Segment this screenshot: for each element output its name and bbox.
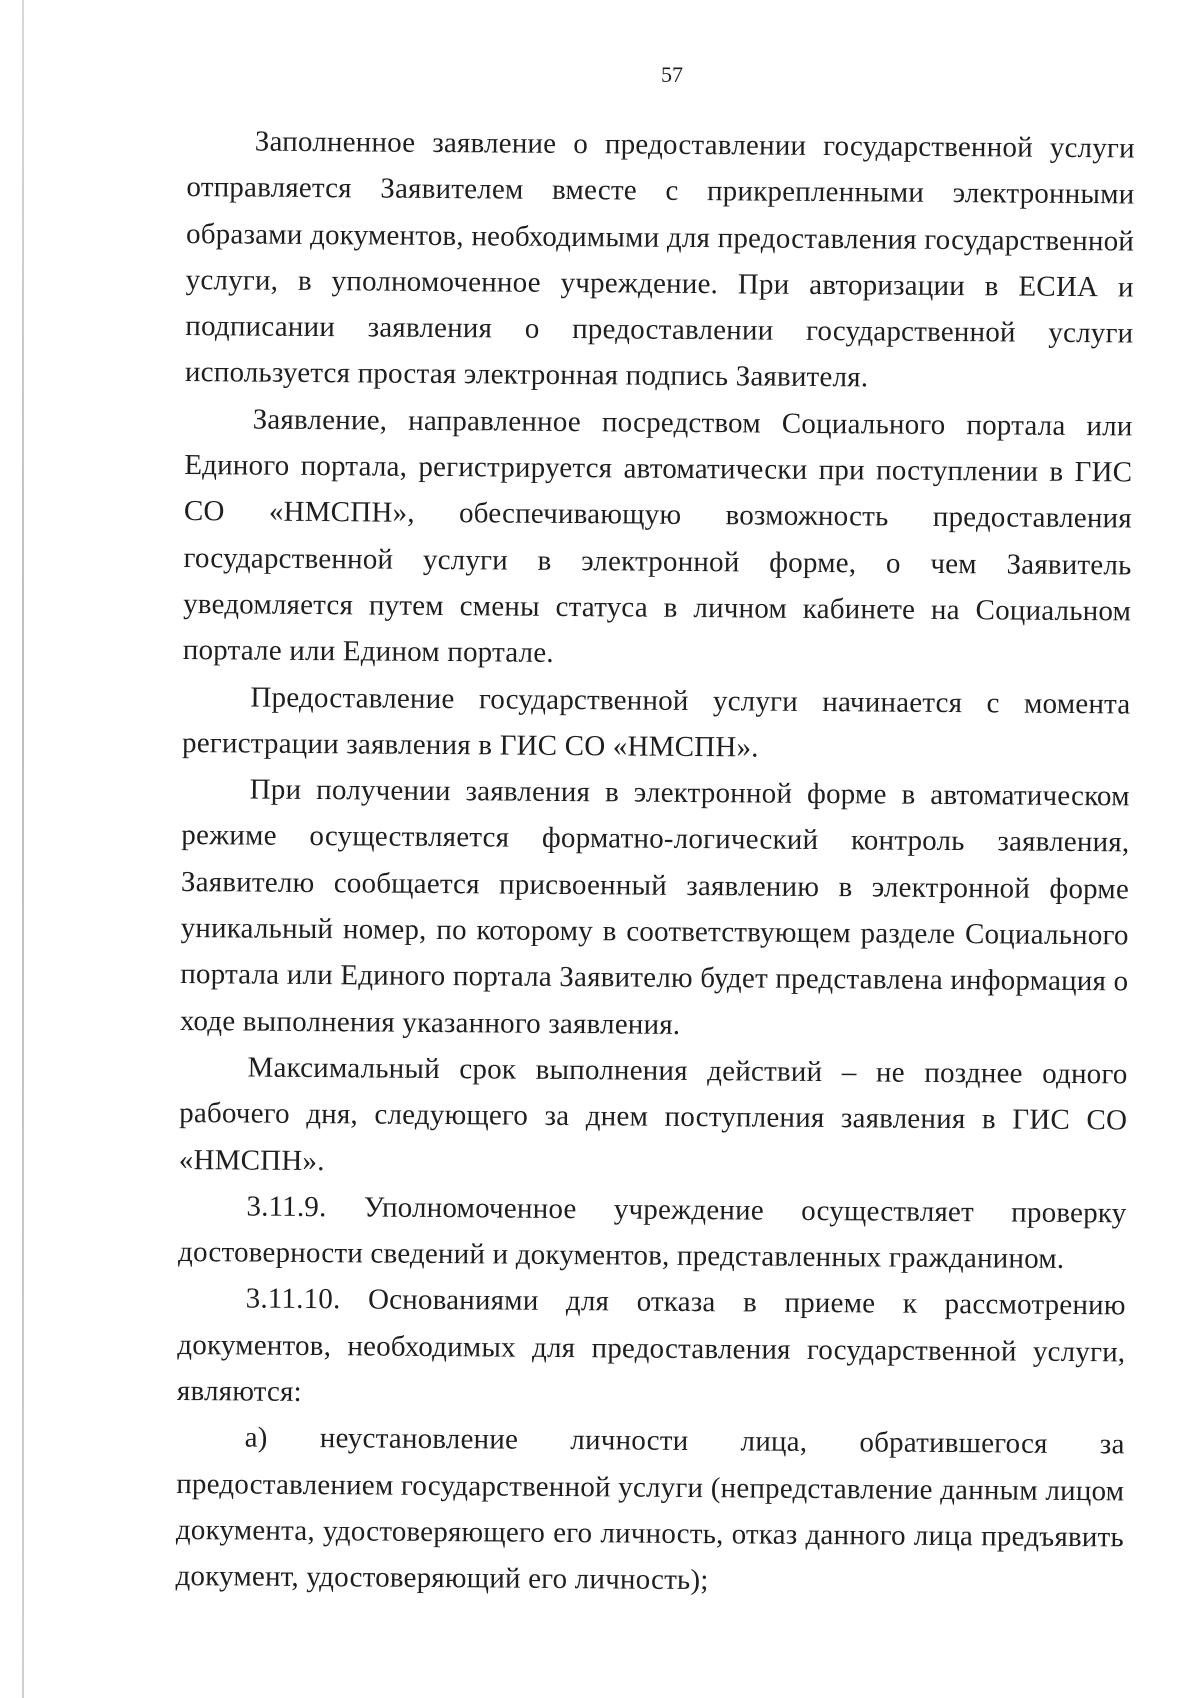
scan-edge-line — [22, 0, 24, 1698]
page-number: 57 — [661, 62, 683, 87]
paragraph-application-submission: Заполненное заявление о предоставлении государственной услуги отправляется Заявителем вместе с прикрепленными электронными образами документов, необходимыми для предоставления государственной услуги, в уполномоченное учреждение. При авторизации в ЕСИА и подписании заявления о предоставлении государственной услуги используется простая электронная подпись Заявителя. — [184, 125, 1135, 394]
paragraph-3-11-10: 3.11.10. Основаниями для отказа в приеме к рассмотрению документов, необходимых для предоставления государственной услуги, являются: — [176, 1282, 1126, 1408]
paragraph-item-a: а) неустановление личности лица, обратившегося за предоставлением государственной услуги (непредставление данным лицом документа, удостоверяющего его личность, отказ данного лица предъявить документ, удостоверяющий его личность); — [175, 1421, 1125, 1597]
paragraph-service-start: Предоставление государственной услуги начинается с момента регистрации заявления в ГИС СО «НМСПН». — [181, 681, 1131, 764]
paragraph-format-logic-control: При получении заявления в электронной форме в автоматическом режиме осуществляется форматно-логический контроль заявления, Заявителю сообщается присвоенный заявлению в электронной форме уникальный номер, по которому в соответствующем разделе Социального портала или Единого портала Заявителю будет представлена информация о ходе выполнения указанного заявления. — [179, 773, 1130, 1041]
paragraph-3-11-9: 3.11.9. Уполномоченное учреждение осуществляет проверку достоверности сведений и документов, представленных гражданином. — [177, 1190, 1127, 1276]
paragraph-max-term: Максимальный срок выполнения действий – не позднее одного рабочего дня, следующего за днем поступления заявления в ГИС СО «НМСПН». — [178, 1051, 1128, 1177]
document-body — [175, 118, 1135, 1607]
paragraph-automatic-registration: Заявление, направленное посредством Социального портала или Единого портала, регистрируется автоматически при поступлении в ГИС СО «НМСПН», обеспечивающую возможность предоставления государственной услуги в электронной форме, о чем Заявитель уведомляется путем смены статуса в личном кабинете на Социальном портале или Едином портале. — [182, 403, 1133, 670]
